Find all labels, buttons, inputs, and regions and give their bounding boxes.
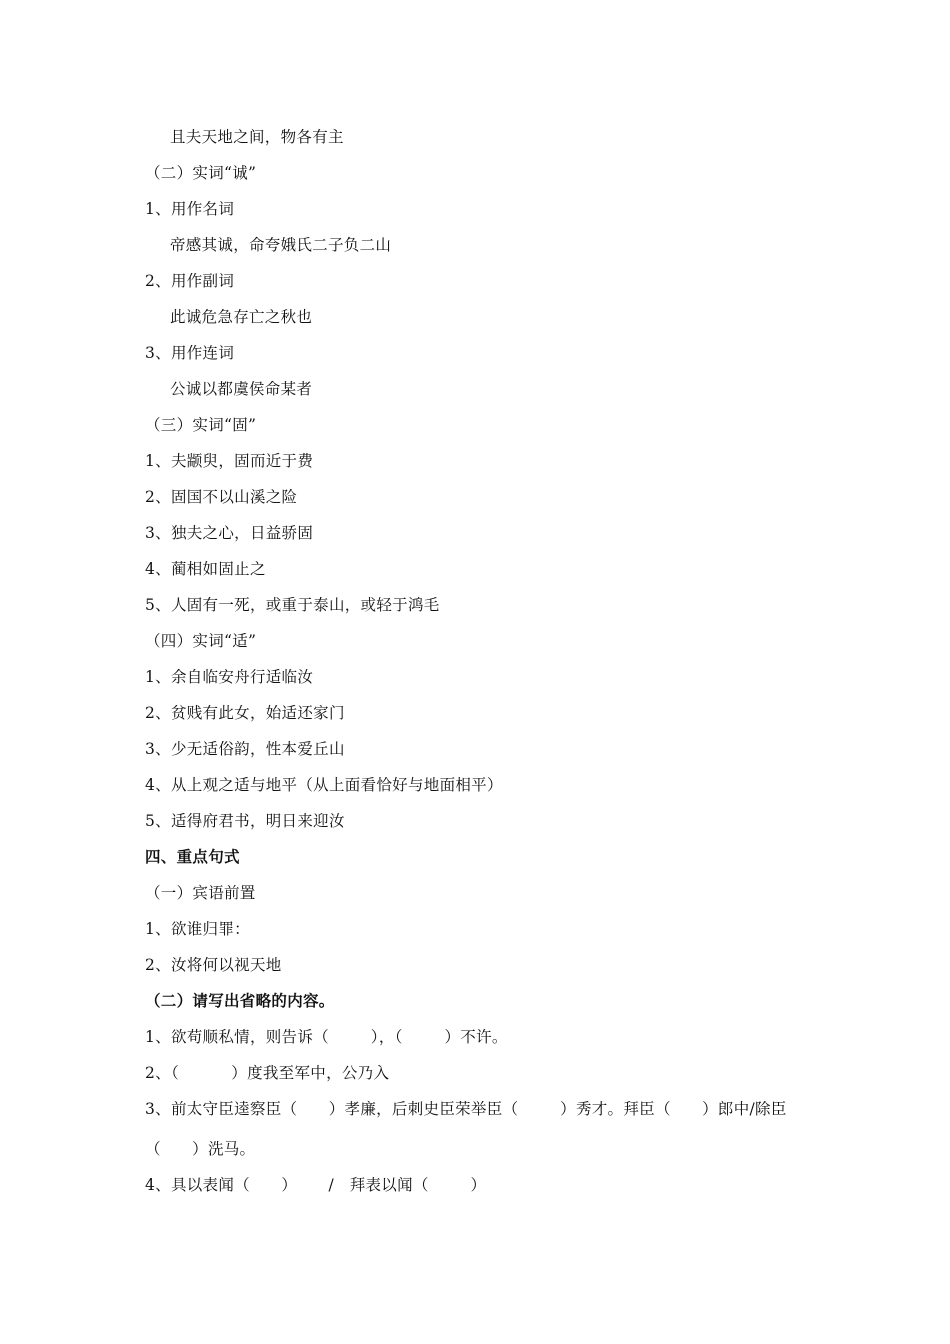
section-heading: 四、重点句式: [145, 847, 240, 866]
list-item: 5、适得府君书，明日来迎汝: [145, 812, 345, 830]
list-item: 4、蔺相如固止之: [145, 560, 266, 578]
list-item: 3、独夫之心，日益骄固: [145, 524, 314, 542]
fill-blank-item: 4、具以表闻（ ） / 拜表以闻（ ）: [145, 1176, 487, 1194]
subsection-heading: （三）实词“固”: [145, 416, 257, 434]
list-item: 5、人固有一死，或重于泰山，或轻于鸿毛: [145, 596, 440, 614]
subsection-heading: （一）宾语前置: [145, 884, 256, 902]
example-sentence: 此诚危急存亡之秋也: [170, 308, 313, 326]
list-item: 2、固国不以山溪之险: [145, 488, 298, 506]
list-item: 2、汝将何以视天地: [145, 956, 282, 974]
list-item: 3、少无适俗韵，性本爱丘山: [145, 740, 345, 758]
list-item: 2、用作副词: [145, 272, 235, 290]
list-item: 1、夫颛臾，固而近于费: [145, 452, 314, 470]
fill-blank-item: 1、欲苟顺私情，则告诉（ ），（ ）不许。: [145, 1028, 508, 1046]
example-sentence: 帝感其诚，命夸娥氏二子负二山: [170, 236, 392, 254]
list-item: 4、从上观之适与地平（从上面看恰好与地面相平）: [145, 776, 503, 794]
fill-blank-item: 3、前太守臣逵察臣（ ）孝廉，后刺史臣荣举臣（ ）秀才。拜臣（ ）郎中/除臣: [145, 1100, 787, 1118]
list-item: 1、用作名词: [145, 200, 235, 218]
fill-blank-item: 2、（ ）度我至军中，公乃入: [145, 1064, 390, 1082]
subsection-heading: （四）实词“适”: [145, 632, 257, 650]
subsection-heading: （二）请写出省略的内容。: [145, 991, 335, 1010]
example-sentence: 且夫天地之间，物各有主: [170, 128, 344, 146]
list-item: 3、用作连词: [145, 344, 235, 362]
list-item: 1、余自临安舟行适临汝: [145, 668, 314, 686]
list-item: 1、欲谁归罪：: [145, 920, 250, 938]
fill-blank-item-continuation: （ ）洗马。: [145, 1140, 256, 1158]
subsection-heading: （二）实词“诚”: [145, 164, 257, 182]
list-item: 2、贫贱有此女，始适还家门: [145, 704, 345, 722]
example-sentence: 公诚以都虞侯命某者: [170, 380, 313, 398]
